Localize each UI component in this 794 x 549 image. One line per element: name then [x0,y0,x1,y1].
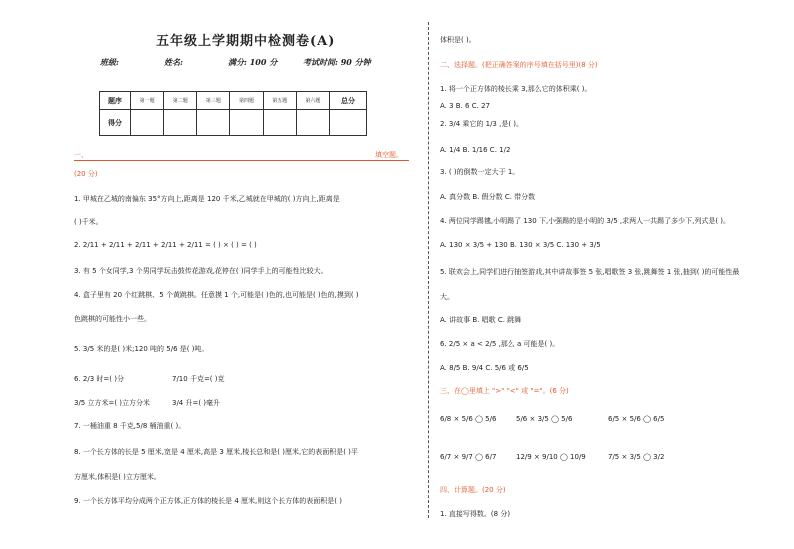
question-8b: 方厘米,体积是( )立方厘米。 [74,473,161,481]
choice-2-options: A. 1/4 B. 1/16 C. 1/2 [440,146,511,154]
compare-4: 6/7 × 9/7 ◯ 6/7 [440,453,497,461]
score-cell [230,110,263,136]
choice-5-options: A. 讲故事 B. 唱歌 C. 跳舞 [440,316,522,324]
compare-2: 5/6 × 3/5 ◯ 5/6 [516,415,573,423]
column-divider [428,22,430,518]
choice-5b: 大。 [440,293,454,301]
score-cell [164,110,197,136]
question-1a: 1. 甲城在乙城的南偏东 35°方向上,距离是 120 千米,乙城就在甲城的( )方向上,距离是 [74,195,340,203]
score-table-header-row [100,92,367,110]
choice-6: 6. 2/5 × a < 2/5 ,那么 a 可能是( )。 [440,340,560,348]
compare-1: 6/8 × 5/6 ◯ 5/6 [440,415,497,423]
section1-underline [74,160,409,161]
score-header-cell: 第六题 [296,92,329,110]
score-cell [263,110,296,136]
score-header-cell: 第三题 [197,92,230,110]
question-1b: ( )千米。 [74,218,103,226]
question-7: 7. 一桶油重 8 千克,5/8 桶油重( )。 [74,422,186,430]
choice-5a: 5. 联欢会上,同学们进行抽签游戏,其中讲故事签 5 张,唱歌签 3 张,跳舞签 1 张,抽到( )的可能性最 [440,268,740,276]
question-6c: 3/5 立方米=( )立方分米 [74,399,151,407]
section1-points: (20 分) [74,170,98,178]
choice-3-options: A. 真分数 B. 假分数 C. 带分数 [440,193,536,201]
score-header-cell: 第四题 [230,92,263,110]
score-cell [330,110,367,136]
section1-number: 一、 [74,151,88,159]
question-9: 9. 一个长方体平均分成两个正方体,正方体的棱长是 4 厘米,则这个长方体的表面积是( ) [74,497,342,505]
question-5: 5. 3/5 米的是( )米;120 吨的 5/6 是( )吨。 [74,345,209,353]
score-cell [296,110,329,136]
score-header-cell: 第五题 [263,92,296,110]
choice-2: 2. 3/4 乘它的 1/3 ,是( )。 [440,120,524,128]
section4-title: 四、计算题。(20 分) [440,486,506,494]
compare-6: 7/5 × 3/5 ◯ 3/2 [608,453,665,461]
question-2: 2. 2/11 + 2/11 + 2/11 + 2/11 + 2/11 = ( ) × ( ) = ( ) [74,241,257,249]
calc-1: 1. 直接写得数。(8 分) [440,510,511,518]
page-title: 五年级上学期期中检测卷(A) [156,34,336,49]
score-header-cell: 第二题 [164,92,197,110]
choice-3: 3. ( )的倒数一定大于 1。 [440,168,520,176]
question-8a: 8. 一个长方体的长是 5 厘米,宽是 4 厘米,高是 3 厘米,棱长总和是( )厘米,它的表面积是( )平 [74,448,358,456]
choice-4-options: A. 130 × 3/5 + 130 B. 130 × 3/5 C. 130 + 3/5 [440,241,601,249]
score-cell [197,110,230,136]
score-header-cell: 总分 [330,92,367,110]
section3-title: 三、在◯里填上 ">" "<" 或 "="。(6 分) [440,387,569,395]
score-table-score-row [100,110,367,136]
question-6d: 3/4 升=( )毫升 [172,399,221,407]
section2-title: 二、选择题。(把正确答案的序号填在括号里)(8 分) [440,61,598,69]
score-cell [131,110,164,136]
score-header-cell: 题序 [100,92,131,110]
question-4b: 色跳棋的可能性小一些。 [74,315,151,323]
exam-time: 考试时间: 90 分钟 [303,57,371,67]
q9-continuation: 体积是( )。 [440,36,476,44]
compare-5: 12/9 × 9/10 ◯ 10/9 [516,453,586,461]
choice-6-options: A. 8/5 B. 9/4 C. 5/6 或 6/5 [440,364,529,372]
question-3: 3. 有 5 个女同学,3 个男同学玩击鼓传花游戏,花停在( )同学手上的可能性比较大。 [74,267,328,275]
full-score: 满分: 100 分 [228,57,278,67]
question-6b: 7/10 千克=( )克 [172,375,225,383]
choice-1: 1. 将一个正方体的棱长乘 3,那么它的体积乘( )。 [440,85,592,93]
score-header-cell: 第一题 [131,92,164,110]
score-row-label: 得分 [100,110,131,136]
name-label: 姓名: [164,57,183,67]
question-4a: 4. 盒子里有 20 个红跳棋、5 个黄跳棋。任意摸 1 个,可能是( )色的,也可能是( )色的,摸到( ) [74,291,359,299]
choice-1-options: A. 3 B. 6 C. 27 [440,102,490,110]
score-table [99,91,367,136]
question-6a: 6. 2/3 时=( )分 [74,375,124,383]
section1-title: 填空题。 [375,151,403,159]
choice-4: 4. 两位同学踢毽,小明踢了 130 下,小强踢的是小明的 3/5 ,求两人一共踢了多少下,列式是( )。 [440,217,731,225]
compare-3: 6/5 × 5/6 ◯ 6/5 [608,415,665,423]
class-label: 班级: [100,57,119,67]
